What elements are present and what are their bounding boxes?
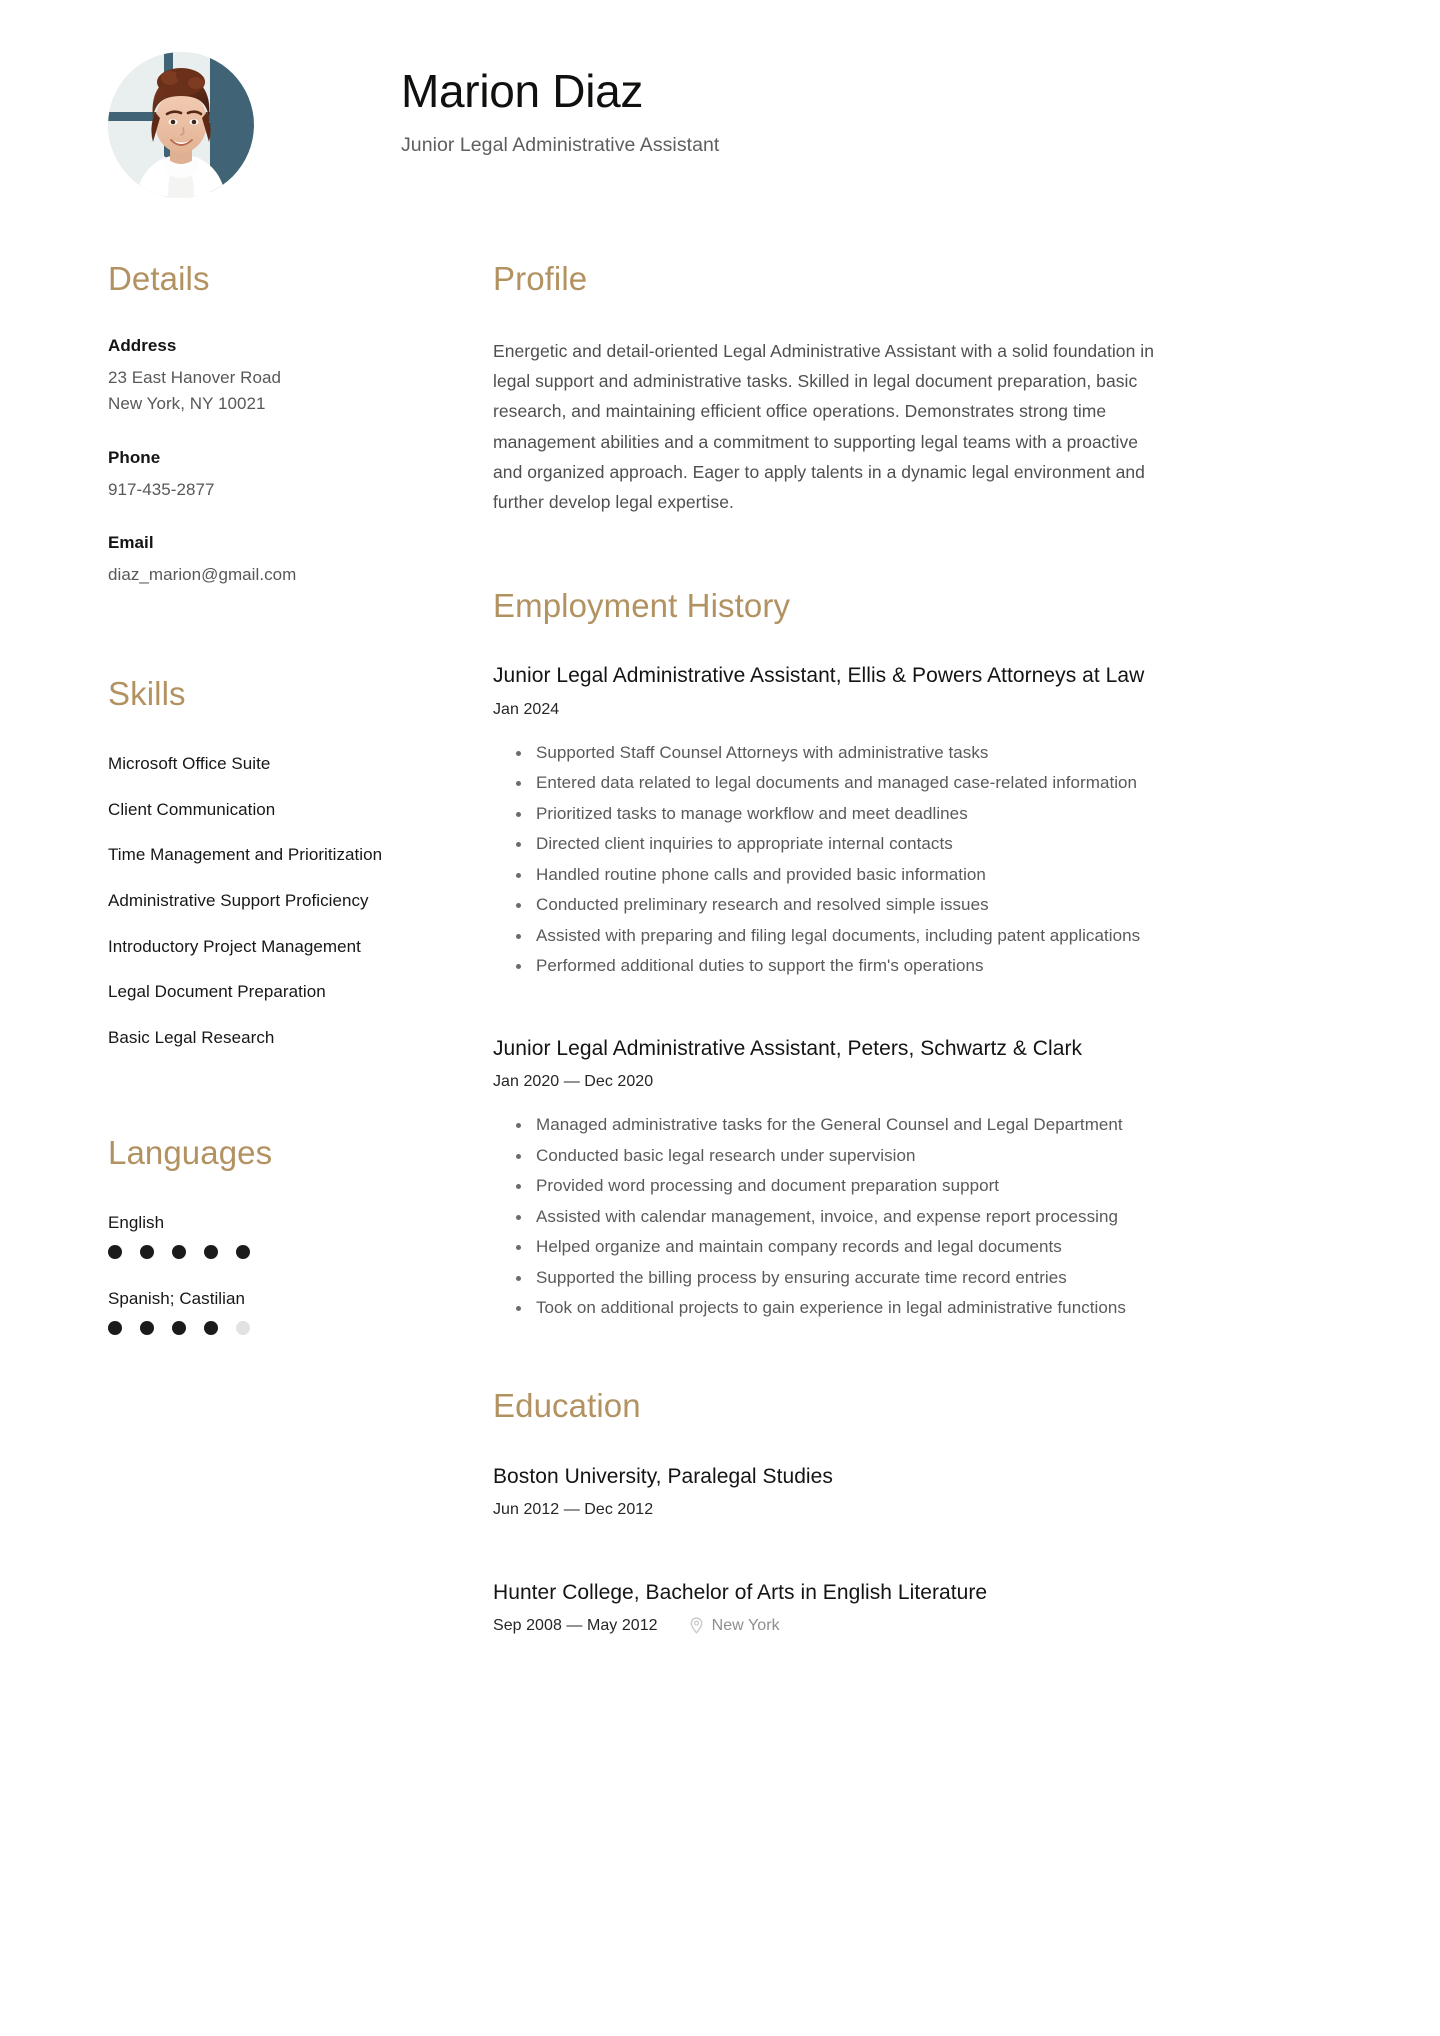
education-item — [493, 1465, 1348, 1519]
languages-list — [108, 1213, 493, 1335]
bullet-item: Assisted with preparing and filing legal documents, including patent applications — [536, 923, 1348, 950]
education-meta — [493, 1501, 1348, 1519]
bullet-item: Entered data related to legal documents and managed case-related information — [536, 770, 1348, 797]
education-location — [690, 1617, 780, 1635]
bullet-item: Conducted preliminary research and resolved simple issues — [536, 892, 1348, 919]
bullet-item: Prioritized tasks to manage workflow and meet deadlines — [536, 801, 1348, 828]
skills-heading: Skills — [108, 675, 186, 713]
skills-list — [108, 753, 493, 1049]
bullet-item: Performed additional duties to support the firm's operations — [536, 953, 1348, 980]
job-title-subtitle: Junior Legal Administrative Assistant — [401, 133, 720, 156]
bullet-item: Assisted with calendar management, invoice, and expense report processing — [536, 1204, 1348, 1231]
skill-item: Administrative Support Proficiency — [108, 891, 369, 911]
education-list — [493, 1465, 1348, 1635]
rating-dot — [204, 1321, 218, 1335]
education-item — [493, 1581, 1348, 1635]
languages-section — [108, 1134, 493, 1336]
language-name: English — [108, 1213, 165, 1233]
detail-value-line1: 23 East Hanover Road — [108, 367, 281, 387]
rating-dot — [236, 1245, 250, 1259]
employment-heading: Employment History — [493, 586, 791, 624]
bullet-item: Handled routine phone calls and provided basic information — [536, 862, 1348, 889]
employment-title: Junior Legal Administrative Assistant, Ellis & Powers Attorneys at Law — [493, 664, 1145, 688]
education-dates: Jun 2012 — Dec 2012 — [493, 1500, 654, 1518]
rating-dot — [172, 1321, 186, 1335]
detail-value-line2: New York, NY 10021 — [108, 394, 266, 414]
skill-item: Time Management and Prioritization — [108, 845, 383, 865]
profile-text: Energetic and detail-oriented Legal Administrative Assistant with a solid foundation in legal support and administrative tasks. Skilled in legal document preparation, basic research, and maintaining efficient office operations. Demonstrates strong time management abilities and a commitment to supporting legal teams with a proactive and organized approach. Eager to apply talents in a dynamic legal environment and further develop legal expertise. — [493, 340, 1154, 513]
rating-dot — [108, 1245, 122, 1259]
resume-header — [0, 0, 1440, 198]
resume-body — [0, 260, 1440, 1635]
languages-heading: Languages — [108, 1133, 273, 1171]
employment-title: Junior Legal Administrative Assistant, Peters, Schwartz & Clark — [493, 1036, 1083, 1060]
education-title: Boston University, Paralegal Studies — [493, 1464, 833, 1488]
employment-list — [493, 663, 1348, 1321]
bullet-item: Supported the billing process by ensuring accurate time record entries — [536, 1265, 1348, 1292]
bullet-item: Managed administrative tasks for the General Counsel and Legal Department — [536, 1112, 1348, 1139]
detail-value-phone[interactable]: 917-435-2877 — [108, 479, 215, 499]
detail-group-email — [108, 533, 493, 588]
bullet-item: Directed client inquiries to appropriate internal contacts — [536, 831, 1348, 858]
detail-label: Address — [108, 335, 177, 355]
language-item — [108, 1213, 493, 1259]
language-rating — [108, 1245, 493, 1259]
profile-heading: Profile — [493, 260, 588, 297]
rating-dot — [140, 1321, 154, 1335]
employment-section — [493, 587, 1348, 1322]
education-title: Hunter College, Bachelor of Arts in English Literature — [493, 1580, 988, 1604]
language-name: Spanish; Castilian — [108, 1289, 245, 1309]
avatar — [108, 52, 254, 198]
detail-label: Phone — [108, 447, 161, 467]
location-pin-icon — [690, 1617, 703, 1634]
employment-item — [493, 1036, 1348, 1322]
header-text — [401, 52, 719, 157]
details-heading: Details — [108, 260, 210, 297]
sidebar-column — [108, 260, 493, 1635]
employment-dates: Jan 2020 — Dec 2020 — [493, 1073, 654, 1091]
main-column — [493, 260, 1348, 1635]
skill-item: Legal Document Preparation — [108, 982, 326, 1002]
education-section — [493, 1387, 1348, 1635]
skill-item: Client Communication — [108, 799, 276, 819]
language-rating — [108, 1321, 493, 1335]
rating-dot — [140, 1245, 154, 1259]
profile-section — [493, 260, 1348, 518]
skill-item: Microsoft Office Suite — [108, 754, 271, 774]
detail-group-address — [108, 336, 493, 418]
rating-dot — [108, 1321, 122, 1335]
details-section — [108, 260, 493, 588]
rating-dot — [236, 1321, 250, 1335]
detail-value-email[interactable]: diaz_marion@gmail.com — [108, 564, 297, 584]
education-meta — [493, 1617, 1348, 1635]
language-item — [108, 1289, 493, 1335]
education-location-label: New York — [711, 1616, 780, 1634]
bullet-item: Conducted basic legal research under supervision — [536, 1143, 1348, 1170]
employment-dates: Jan 2024 — [493, 700, 560, 718]
rating-dot — [172, 1245, 186, 1259]
bullet-item: Took on additional projects to gain experience in legal administrative functions — [536, 1295, 1348, 1322]
details-list — [108, 336, 493, 588]
education-heading: Education — [493, 1386, 641, 1424]
employment-bullets — [493, 1112, 1348, 1322]
employment-bullets — [493, 740, 1348, 980]
bullet-item: Provided word processing and document preparation support — [536, 1173, 1348, 1200]
bullet-item: Supported Staff Counsel Attorneys with administrative tasks — [536, 740, 1348, 767]
detail-label: Email — [108, 532, 154, 552]
education-dates: Sep 2008 — May 2012 — [493, 1616, 658, 1634]
page-title: Marion Diaz — [401, 65, 644, 117]
detail-group-phone — [108, 448, 493, 503]
skills-section — [108, 675, 493, 1049]
skill-item: Basic Legal Research — [108, 1027, 275, 1047]
employment-item — [493, 663, 1348, 979]
bullet-item: Helped organize and maintain company records and legal documents — [536, 1234, 1348, 1261]
skill-item: Introductory Project Management — [108, 936, 361, 956]
rating-dot — [204, 1245, 218, 1259]
